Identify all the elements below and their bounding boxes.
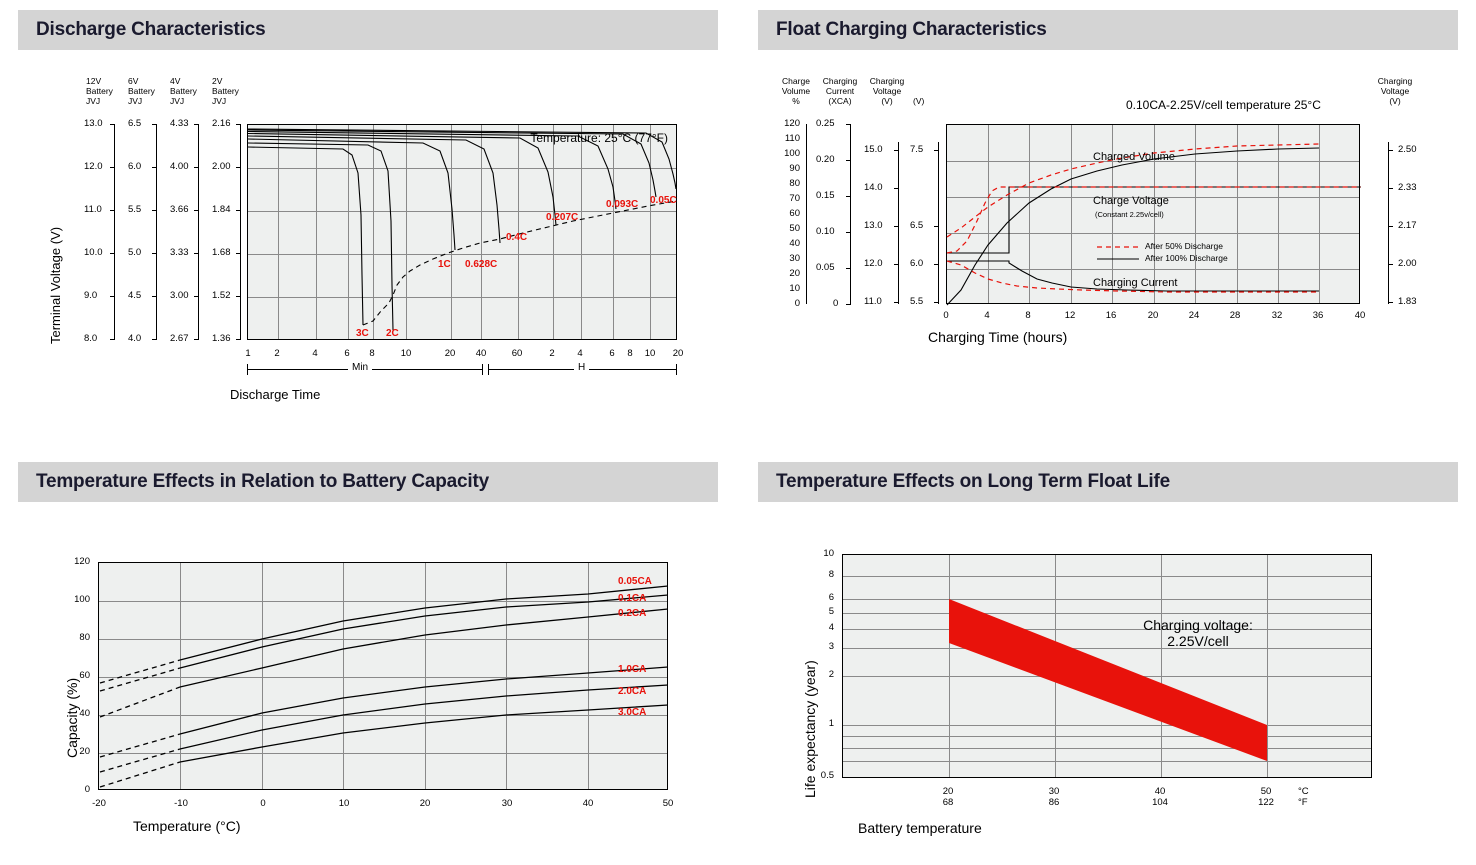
panel-title-temp-capacity: Temperature Effects in Relation to Battery Capacity bbox=[18, 462, 718, 502]
header-col-2v: 2V Battery JVJ bbox=[212, 76, 239, 106]
floatlife-x-axis-title: Battery temperature bbox=[858, 820, 982, 836]
floatlife-band bbox=[843, 555, 1373, 779]
panel-title-discharge: Discharge Characteristics bbox=[18, 10, 718, 50]
tempcap-plot-area: Capacity (%) 120 100 80 60 40 20 0 0.05CA 0.1CA 0.2CA 1.0CA 2.0CA 3.0CA -20 -10 0 10 20 30 40 50 Temperature (°C) bbox=[64, 556, 674, 834]
curve-label-10ca: 1.0CA bbox=[618, 664, 647, 675]
curve-label-005ca: 0.05CA bbox=[618, 576, 652, 587]
floatlife-note: Charging voltage: 2.25V/cell bbox=[1143, 617, 1253, 649]
floatlife-y-axis-title: Life expectancy (year) bbox=[802, 660, 818, 798]
curve-label-2c: 2C bbox=[386, 328, 399, 339]
discharge-x-axis-title: Discharge Time bbox=[230, 387, 321, 402]
header-voltage-2v: (V) bbox=[913, 96, 925, 106]
annotation-constant-note: (Constant 2.25v/cell) bbox=[1095, 210, 1164, 219]
header-charge-volume: Charge Volume % bbox=[781, 76, 811, 106]
curve-label-005c: 0.05C bbox=[650, 195, 677, 206]
header-right-charging-voltage: Charging Voltage (V) bbox=[1377, 76, 1413, 106]
header-col-4v: 4V Battery JVJ bbox=[170, 76, 197, 106]
legend-item-100: After 100% Discharge bbox=[1145, 253, 1228, 263]
legend-item-50: After 50% Discharge bbox=[1145, 241, 1223, 251]
annotation-charge-voltage: Charge Voltage bbox=[1093, 195, 1169, 207]
unit-celsius: °C bbox=[1298, 786, 1309, 797]
panel-float-life bbox=[758, 462, 1458, 857]
discharge-plot-box bbox=[247, 124, 677, 340]
annotation-charged-volume: Charged Volume bbox=[1093, 151, 1175, 163]
floatlife-plot-box bbox=[842, 554, 1372, 778]
tempcap-y-axis-title: Capacity (%) bbox=[64, 677, 80, 758]
float-plot-area: Charge Volume % Charging Current (XCA) Charging Voltage (V) (V) Charging Voltage (V) 120 110 100 90 80 70 60 50 40 30 20 10 0 0.25 0.20 0.15 0.10 0.05 0 15.0 14.0 13.0 12.0 11.0 7.5 6.5 6.0 5.5 Charged Volume Charge Voltage (Constant 2.25v/cell) Charging Current After 50% Discharge After 100% Discharge 2.50 2.33 2.17 2.00 1.83 0.10CA-2.25V/cell temperature 25°C 0 4 8 12 16 20 24 28 32 36 40 Charging Time (hours) bbox=[758, 54, 1458, 440]
panel-title-float: Float Charging Characteristics bbox=[758, 10, 1458, 50]
span-label-h: H bbox=[574, 362, 589, 373]
panel-title-float-life: Temperature Effects on Long Term Float Life bbox=[758, 462, 1458, 502]
curve-label-0628c: 0.628C bbox=[465, 259, 498, 270]
curve-label-3c: 3C bbox=[356, 328, 369, 339]
panel-temp-capacity bbox=[18, 462, 718, 857]
curve-label-02ca: 0.2CA bbox=[618, 608, 647, 619]
header-charging-voltage: Charging Voltage (V) bbox=[869, 76, 905, 106]
curve-label-0093c: 0.093C bbox=[606, 199, 639, 210]
panel-discharge bbox=[18, 10, 718, 440]
span-label-min: Min bbox=[348, 362, 372, 373]
tempcap-x-axis-title: Temperature (°C) bbox=[133, 818, 241, 834]
curve-label-01ca: 0.1CA bbox=[618, 593, 647, 604]
curve-label-04c: 0.4C bbox=[506, 232, 528, 243]
discharge-y-axis-title: Terminal Voltage (V) bbox=[48, 226, 63, 344]
float-plot-box bbox=[946, 124, 1360, 304]
header-col-12v: 12V Battery JVJ bbox=[86, 76, 113, 106]
floatlife-plot-area: Life expectancy (year) 10 8 6 5 4 3 2 1 0.5 Charging voltage: 2.25V/cell 20 68 30 86 40 104 50 122 °C °F Battery temperature bbox=[758, 508, 1458, 857]
curve-label-1c: 1C bbox=[438, 259, 451, 270]
tempcap-curves bbox=[99, 563, 669, 791]
discharge-plot-area: 12V Battery JVJ 6V Battery JVJ 4V Battery JVJ 2V Battery JVJ Terminal Voltage (V) 13.0 12.0 11.0 10.0 9.0 8.0 6.5 6.0 5.5 5.0 4.5 4.0 4.33 4.00 3.66 3.33 3.00 2.67 2.16 2.00 1.84 1.68 1.52 1.36 Temperature: 25°C (77°F) 3C 2C 1C 0.628C 0.4C 0.207C 0.093C 0.05C 1 2 4 6 8 10 20 40 60 2 4 6 8 10 20 Min H Discharge Time bbox=[48, 76, 684, 402]
float-x-axis-title: Charging Time (hours) bbox=[928, 329, 1068, 345]
curve-label-30ca: 3.0CA bbox=[618, 707, 647, 718]
annotation-charging-current: Charging Current bbox=[1093, 277, 1178, 289]
discharge-curves bbox=[248, 125, 678, 341]
curve-label-0207c: 0.207C bbox=[546, 212, 579, 223]
legend-lines bbox=[1097, 243, 1139, 265]
curve-label-20ca: 2.0CA bbox=[618, 686, 647, 697]
header-charging-current: Charging Current (XCA) bbox=[822, 76, 858, 106]
tempcap-plot-box bbox=[98, 562, 668, 790]
unit-fahrenheit: °F bbox=[1298, 797, 1308, 808]
float-note: 0.10CA-2.25V/cell temperature 25°C bbox=[1126, 98, 1321, 112]
discharge-temp-note: Temperature: 25°C (77°F) bbox=[530, 131, 668, 145]
header-col-6v: 6V Battery JVJ bbox=[128, 76, 155, 106]
panel-float-charging bbox=[758, 10, 1458, 440]
